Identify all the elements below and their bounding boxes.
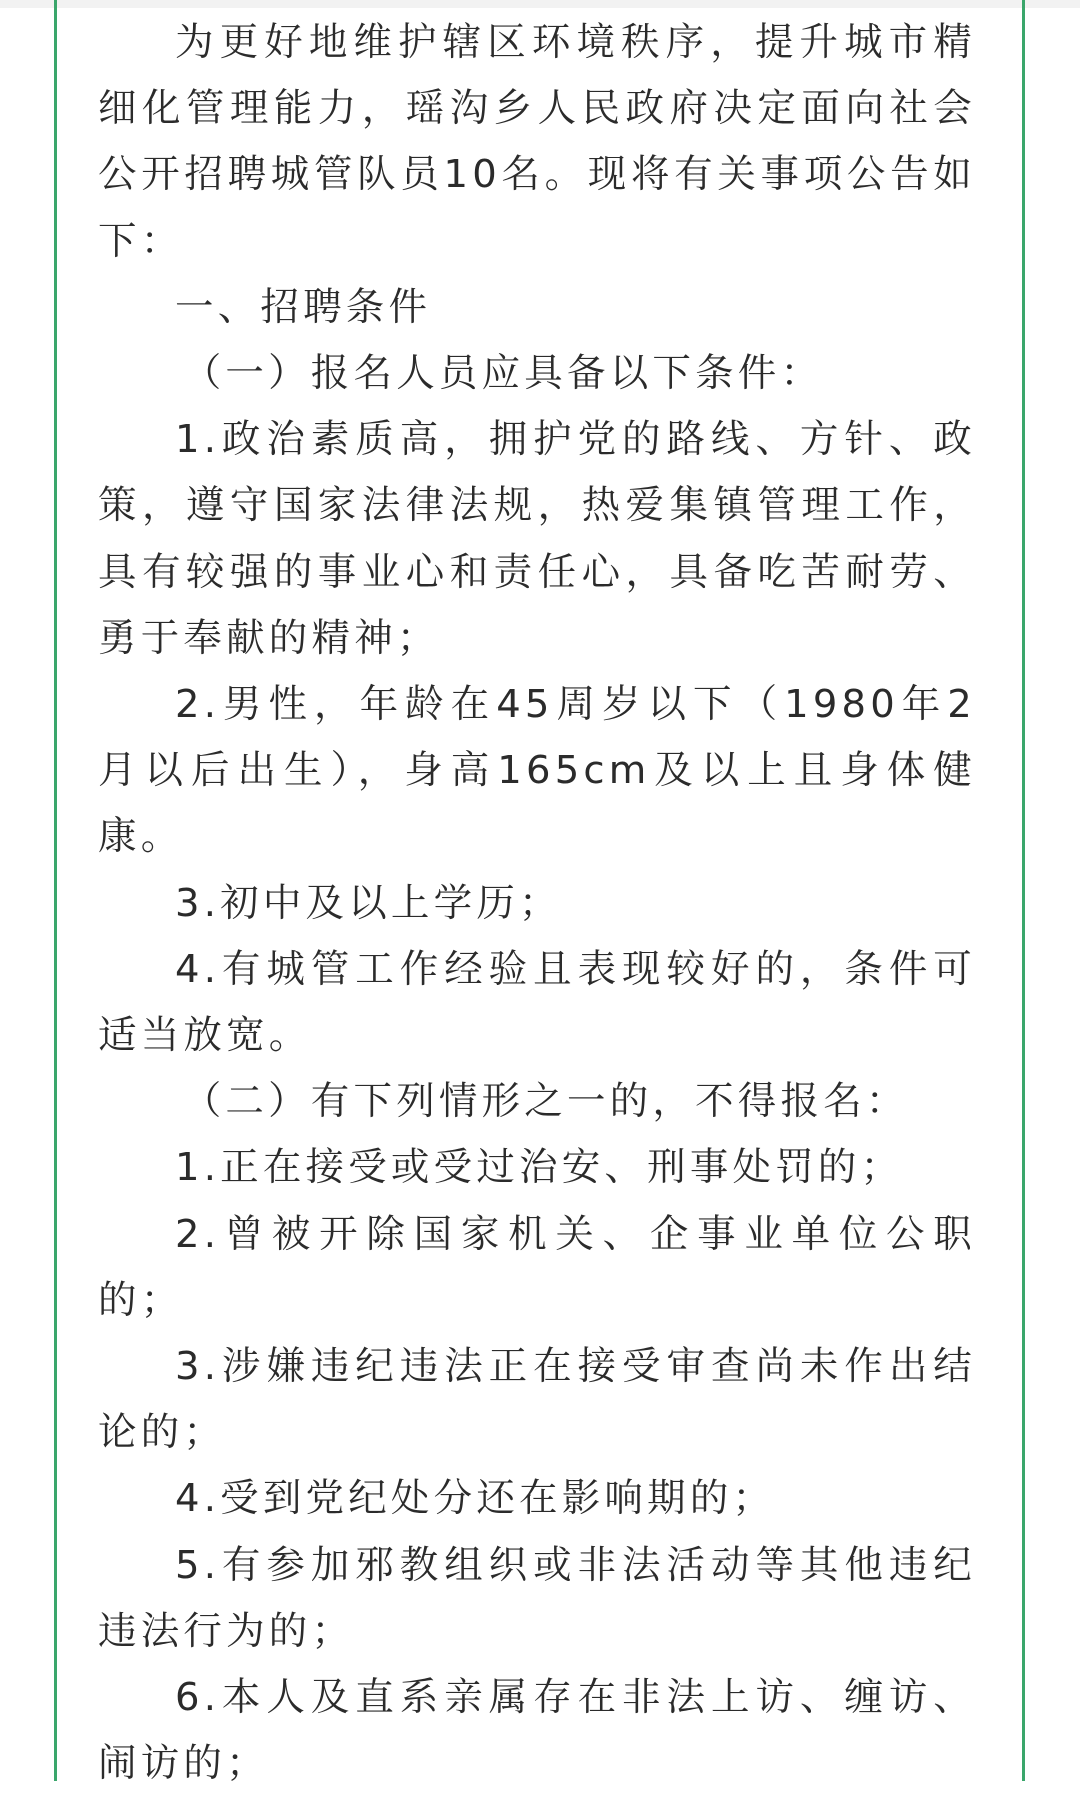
disqualification-item-6: 6.本人及直系亲属存在非法上访、缠访、闹访的； <box>98 1675 976 1787</box>
disqualification-item-5: 5.有参加邪教组织或非法活动等其他违纪违法行为的； <box>98 1542 976 1654</box>
announcement-body <box>98 10 976 1797</box>
condition-item-4: 4.有城管工作经验且表现较好的，条件可适当放宽。 <box>98 946 976 1059</box>
section-heading-recruitment-conditions: 一、招聘条件 <box>175 284 432 330</box>
subheading-eligibility: （一）报名人员应具备以下条件： <box>182 351 824 397</box>
subheading-disqualifications: （二）有下列情形之一的，不得报名： <box>182 1079 909 1125</box>
condition-item-1: 1.政治素质高，拥护党的路线、方针、政策，遵守国家法律法规，热爱集镇管理工作，具有较强的事业心和责任心，具备吃苦耐劳、勇于奉献的精神； <box>98 417 976 661</box>
disqualification-item-4: 4.受到党纪处分还在影响期的； <box>175 1476 776 1522</box>
condition-item-2: 2.男性，年龄在45周岁以下（1980年2月以后出生），身高165cm及以上且身体健康。 <box>98 682 976 860</box>
intro-paragraph: 为更好地维护辖区环境秩序，提升城市精细化管理能力，瑶沟乡人民政府决定面向社会公开招聘城管队员10名。现将有关事项公告如下： <box>98 20 976 264</box>
left-frame-border <box>54 0 57 1781</box>
top-divider <box>0 0 1080 8</box>
disqualification-item-2: 2.曾被开除国家机关、企事业单位公职的； <box>98 1211 976 1323</box>
disqualification-item-3: 3.涉嫌违纪违法正在接受审查尚未作出结论的； <box>98 1344 976 1456</box>
disqualification-item-1: 1.正在接受或受过治安、刑事处罚的； <box>175 1145 904 1191</box>
condition-item-3: 3.初中及以上学历； <box>175 880 562 926</box>
right-frame-border <box>1022 0 1025 1781</box>
